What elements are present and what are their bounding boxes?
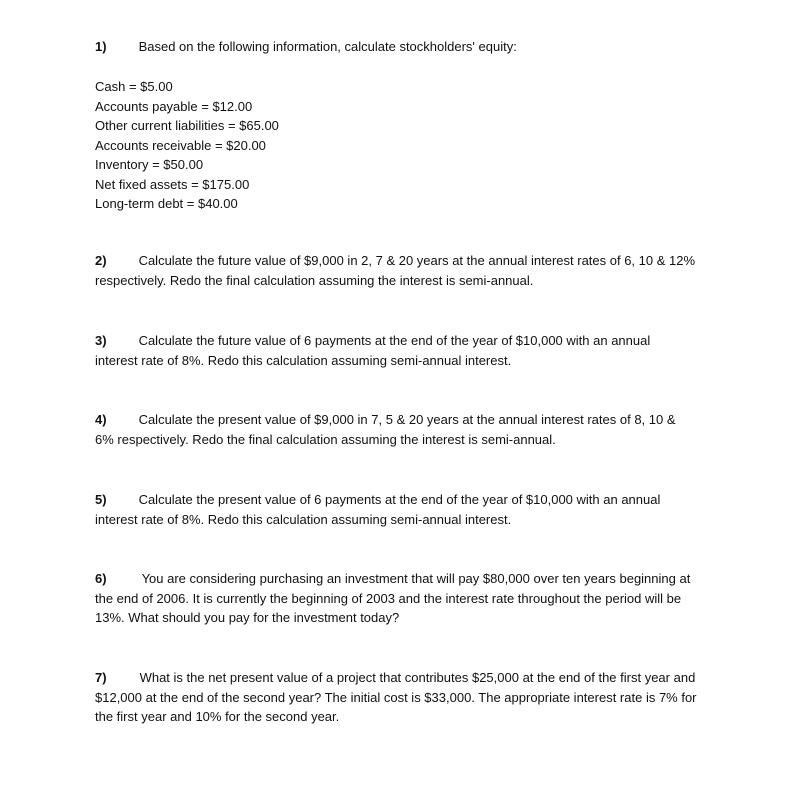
question-1-text: Based on the following information, calculate stockholders' equity: (138, 39, 517, 54)
question-4-line-1: Calculate the present value of $9,000 in 7, 5 & 20 years at the annual interest rates of 8, 10 & (138, 412, 676, 427)
question-2-number: 2) (95, 253, 107, 268)
question-7-line-2: $12,000 at the end of the second year? The initial cost is $33,000. The appropriate interest rate is 7% for (95, 689, 697, 705)
question-5-line-1: Calculate the present value of 6 payments at the end of the year of $10,000 with an annual (138, 492, 661, 507)
question-3-line-2: interest rate of 8%. Redo this calculation assuming semi-annual interest. (95, 352, 512, 368)
question-3-number: 3) (95, 333, 107, 348)
list-item: Long-term debt = $40.00 (95, 196, 238, 211)
question-1 (95, 37, 725, 57)
question-7-line-1: What is the net present value of a project that contributes $25,000 at the end of the first year and (139, 670, 696, 685)
question-3-line-1: Calculate the future value of 6 payments at the end of the year of $10,000 with an annual (138, 333, 651, 348)
balance-items-list (95, 77, 495, 214)
question-6-number: 6) (95, 571, 107, 586)
list-item: Accounts payable = $12.00 (95, 98, 253, 114)
list-item: Inventory = $50.00 (95, 157, 204, 172)
question-2 (95, 251, 725, 290)
question-1-number: 1) (95, 39, 107, 54)
question-5-number: 5) (95, 492, 107, 507)
question-2-line-2: respectively. Redo the final calculation assuming the interest is semi-annual. (95, 272, 534, 288)
question-2-line-1: Calculate the future value of $9,000 in 2, 7 & 20 years at the annual interest rates of 6, 10 & 12% (138, 253, 696, 268)
question-6-line-1: You are considering purchasing an investment that will pay $80,000 over ten years beginning at (141, 571, 691, 586)
question-5-line-2: interest rate of 8%. Redo this calculation assuming semi-annual interest. (95, 511, 512, 527)
question-7-number: 7) (95, 670, 107, 685)
question-7-line-3: the first year and 10% for the second year. (95, 709, 340, 724)
list-item: Accounts receivable = $20.00 (95, 137, 266, 153)
question-6-line-2: the end of 2006. It is currently the beginning of 2003 and the interest rate throughout the period will be (95, 590, 682, 606)
list-item: Cash = $5.00 (95, 79, 173, 94)
question-4 (95, 410, 725, 449)
question-6 (95, 569, 725, 628)
list-item: Net fixed assets = $175.00 (95, 176, 250, 192)
question-3 (95, 331, 725, 370)
question-4-number: 4) (95, 412, 107, 427)
question-7 (95, 668, 725, 727)
question-5 (95, 490, 725, 529)
question-6-line-3: 13%. What should you pay for the investment today? (95, 610, 400, 625)
list-item: Other current liabilities = $65.00 (95, 118, 279, 133)
question-4-line-2: 6% respectively. Redo the final calculation assuming the interest is semi-annual. (95, 431, 556, 447)
